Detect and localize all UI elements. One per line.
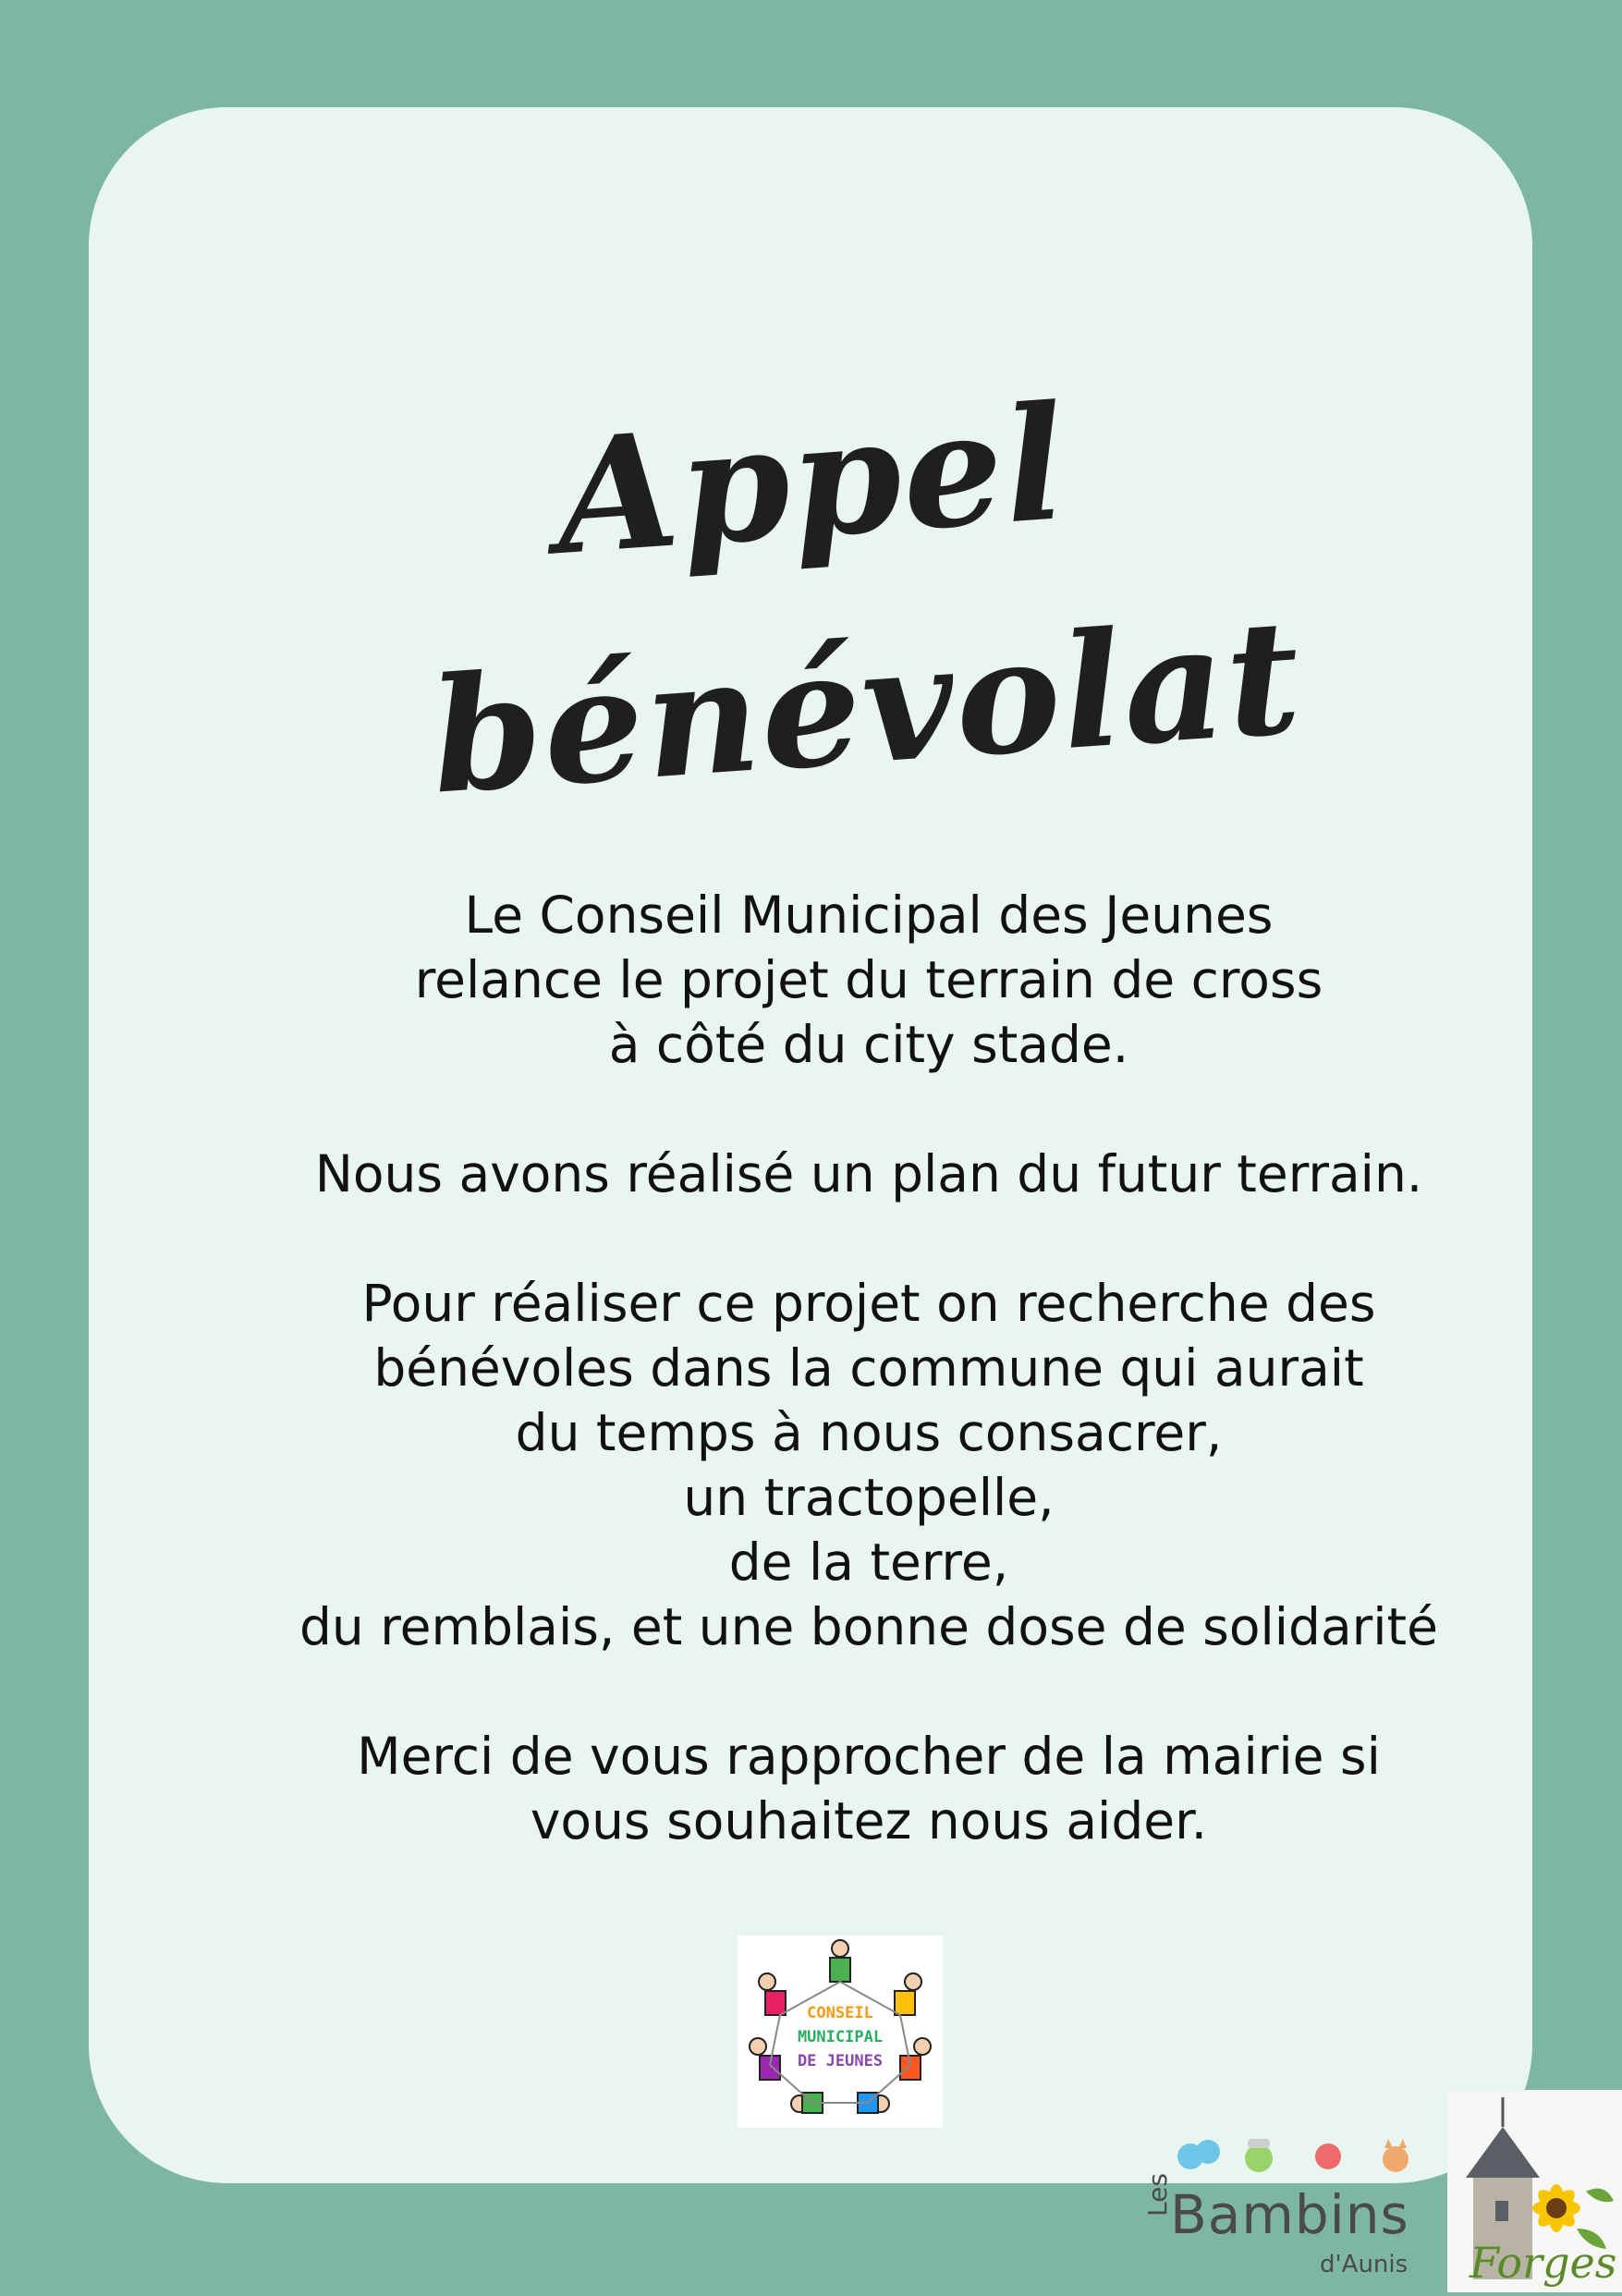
bambins-characters-icon [1137, 2126, 1433, 2191]
paragraph-plan [185, 1142, 1553, 1206]
body-text [185, 883, 1553, 1918]
text-line: un tractopelle, [683, 1468, 1055, 1527]
paragraph-request [185, 1271, 1553, 1659]
text-line: Le Conseil Municipal des Jeunes [464, 885, 1274, 945]
cmj-text-2: MUNICIPAL [797, 2028, 884, 2046]
bambins-les: Les [1142, 2173, 1173, 2217]
text-line: relance le projet du terrain de cross [414, 950, 1323, 1009]
text-line: Merci de vous rapprocher de la mairie si [357, 1727, 1381, 1786]
text-line: bénévoles dans la commune qui aurait [373, 1338, 1364, 1398]
cmj-text-3: DE JEUNES [797, 2052, 884, 2070]
text-line: de la terre, [728, 1533, 1009, 1592]
bambins-sub: d'Aunis [1320, 2251, 1409, 2278]
cmj-text-1: CONSEIL [807, 2004, 873, 2022]
bambins-logo [1137, 2126, 1433, 2292]
title-line-1: Appel [550, 370, 1072, 592]
text-line: du temps à nous consacrer, [515, 1403, 1223, 1462]
text-line: à côté du city stade. [608, 1015, 1129, 1074]
text-line: Pour réaliser ce projet on recherche des [361, 1274, 1376, 1333]
cmj-logo [738, 1936, 943, 2128]
bambins-name: Bambins [1170, 2183, 1409, 2246]
text-line: Nous avons réalisé un plan du futur terrain. [314, 1144, 1423, 1203]
paragraph-contact [185, 1724, 1553, 1853]
text-line: du remblais, et une bonne dose de solidarité [299, 1597, 1438, 1656]
forges-name: Forges [1470, 2238, 1617, 2288]
title-line-2: bénévolat [425, 584, 1308, 830]
text-line: vous souhaitez nous aider. [530, 1791, 1208, 1850]
paragraph-intro [185, 883, 1553, 1077]
forges-logo [1447, 2090, 1622, 2292]
